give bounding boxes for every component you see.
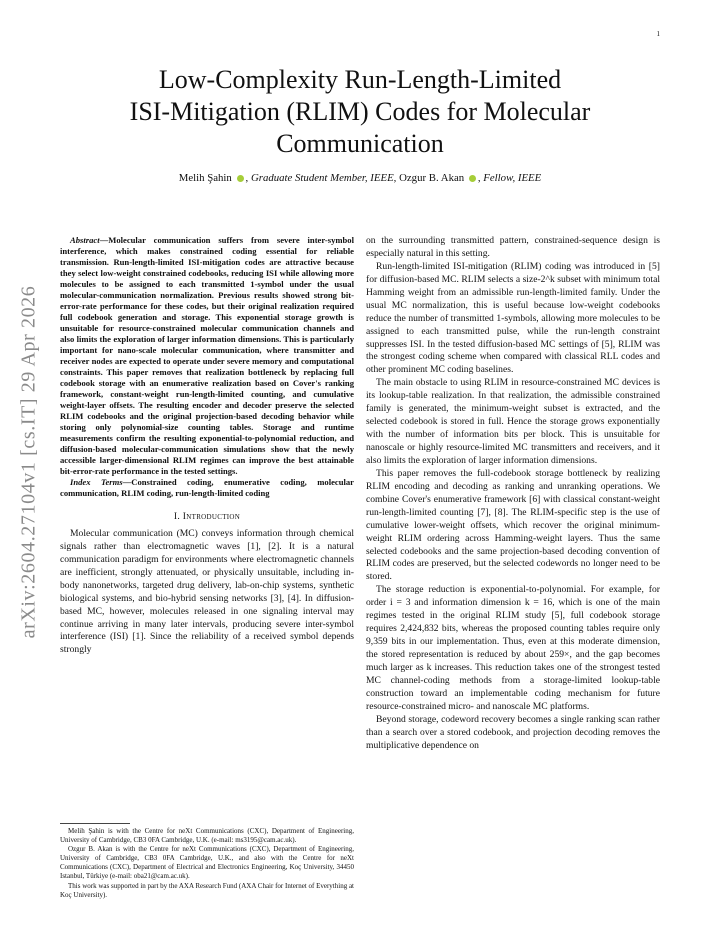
- body-paragraph: The main obstacle to using RLIM in resource-constrained MC devices is its lookup-table realization. In that realization, the admissible constrained family is generated, the minimum-weight subset is extracted, and the selected codebook is stored in full. Hence the storage grows exponentially with the number of information bits per block. This is unsuitable for nanoscale or highly resource-limited MC transmitters and receivers, and it also limits the exploration of larger information dimensions.: [366, 377, 660, 466]
- body-paragraph: The storage reduction is exponential-to-polynomial. For example, for order i = 3 and information dimension k = 16, which is one of the main regimes tested in the original RLIM study [5], full codebook storage requires 2,424,832 bits, whereas the proposed counting tables require only 9,359 bits in our implementation. Thus, even at this moderate dimension, the stored representation is reduced by about 259×, and the gap becomes much larger as k increases. This reduction takes one of the strongest tested MC channel-coding methods from a storage-limited lookup-table construction toward an implementable coding mechanism for future resource-constrained micro- and nanoscale MC platforms.: [366, 584, 660, 712]
- arxiv-side-stamp: [11, 222, 47, 702]
- index-terms: [60, 477, 354, 499]
- orcid-icon[interactable]: [237, 175, 244, 182]
- orcid-icon[interactable]: [469, 175, 476, 182]
- author-name: Ozgur B. Akan: [399, 172, 465, 184]
- footnote: This work was supported in part by the AXA Research Fund (AXA Chair for Internet of Everything at Koç University).: [60, 881, 354, 899]
- author-affiliation: Graduate Student Member, IEEE,: [250, 172, 397, 184]
- abstract-text: —Molecular communication suffers from severe inter-symbol interference, which makes constrained coding essential for reliable transmission. Run-length-limited ISI-mitigation codes are attractive because they select low-weight constrained codebooks, reducing ISI while allowing more molecules to be assigned to each transmitted 1-symbol under the usual molecular-communication normalization. Previous results showed strong bit-error-rate performance for these codes, but their original realization required full codebook generation and storage. This exponential storage growth is unsuitable for resource-constrained molecular communication channels and also limits the exploration of larger information dimensions. This is particularly important for nano-scale molecular communication, where transmitter and receiver nodes are expected to operate under severe memory and computational constraints. This paper removes that realization bottleneck by replacing full codebook storage with an enumerative realization based on Cover's ranking framework, constant-weight run-length-limited counting, and cumulative weight-layer offsets. The resulting encoder and decoder preserve the selected RLIM codebooks and the original projection-based decoding behavior while storing only polynomial-size counting tables. Storage and runtime measurements confirm the resulting exponential-to-polynomial reduction, and diffusion-based molecular-communication simulations show that the newly accessible larger-dimensional RLIM regimes can improve the best attainable bit-error-rate performance in the tested settings.: [60, 235, 354, 476]
- author-affiliation: Fellow, IEEE: [483, 172, 542, 184]
- author-name: Melih Şahin: [178, 172, 232, 184]
- footnote: Ozgur B. Akan is with the Centre for neXt Communications (CXC), Department of Engineering, University of Cambridge, CB3 0FA Cambridge, U.K., and also with the Centre for neXt Communications (CXC), Department of Electrical and Electronics Engineering, Koç University, 34450 Istanbul, Türkiye (e-mail: oba21@cam.ac.uk).: [60, 845, 354, 881]
- body-paragraph: This paper removes the full-codebook storage bottleneck by realizing RLIM encoding and decoding as ranking and unranking operations. We combine Cover's enumerative framework [6] with classical constant-weight run-length-limited counting [7], [8]. The RLIM-specific step is the use of cumulative lower-weight offsets, which recover the original minimum-weight RLIM ordering across Hamming-weight layers. Thus the same selected codebooks and the same projection-based decoding convention of RLIM codes are preserved, but the selected codewords no longer need to be stored.: [366, 467, 660, 583]
- footnote: Melih Şahin is with the Centre for neXt Communications (CXC), Department of Engineering, University of Cambridge, CB3 0FA Cambridge, U.K. (e-mail: ms3195@cam.ac.uk).: [60, 827, 354, 845]
- body-paragraph: Beyond storage, codeword recovery becomes a single ranking scan rather than a search over a stored codebook, and projection decoding removes the multiplicative dependence on: [366, 713, 660, 751]
- right-column: [366, 235, 660, 753]
- abstract: [60, 235, 354, 477]
- left-column: [60, 235, 354, 657]
- paper-title: [80, 64, 640, 161]
- footnote-rule: [60, 823, 130, 824]
- title-line-3: Communication: [276, 129, 444, 159]
- author-line: Melih Şahin , Graduate Student Member, IEEE, Ozgur B. Akan , Fellow, IEEE: [178, 172, 542, 184]
- body-paragraph: on the surrounding transmitted pattern, constrained-sequence design is especially natural in this setting.: [366, 235, 660, 259]
- index-terms-label: Index Terms: [70, 477, 123, 487]
- section-heading: I. Introduction: [173, 511, 241, 522]
- index-terms-text: —Constrained coding, enumerative coding, molecular communication, RLIM coding, run-length-limited coding: [60, 477, 355, 498]
- footnotes: [60, 823, 354, 900]
- page-number: 1: [656, 30, 660, 38]
- body-paragraph: Run-length-limited ISI-mitigation (RLIM) coding was introduced in [5] for diffusion-based MC. RLIM selects a size-2^k subset with minimum total Hamming weight from an admissible run-length-limited family. Under the usual MC normalization, this is useful because low-weight codebooks reduce the number of transmitted 1-symbols, allowing more molecules to be assigned to each transmitted pulse, while the run-length constraint suppresses ISI. In the tested diffusion-based MC settings of [5], RLIM was the strongest coding scheme when compared with classical RLL codes and other prominent MC coding baselines.: [366, 260, 660, 376]
- body-paragraph: Molecular communication (MC) conveys information through chemical signals rather than electromagnetic waves [1], [2]. It is a natural communication paradigm for environments where electromagnetic channels are inefficient, strongly attenuated, or physically unsuitable, including in-body nanonetworks, targeted drug delivery, lab-on-chip systems, synthetic biological systems, and bio-hybrid sensing networks [3], [4]. In diffusion-based MC, however, molecules released in one signaling interval may continue arriving in many later intervals, producing severe inter-symbol interference (ISI) [1]. Since the reliability of a received symbol depends strongly: [60, 527, 354, 656]
- arxiv-identifier: arXiv:2604.27104v1 [cs.IT] 29 Apr 2026: [17, 285, 40, 639]
- title-line-1: Low-Complexity Run-Length-Limited: [158, 65, 562, 94]
- title-line-2: ISI-Mitigation (RLIM) Codes for Molecular: [129, 97, 591, 127]
- abstract-label: Abstract: [70, 235, 100, 245]
